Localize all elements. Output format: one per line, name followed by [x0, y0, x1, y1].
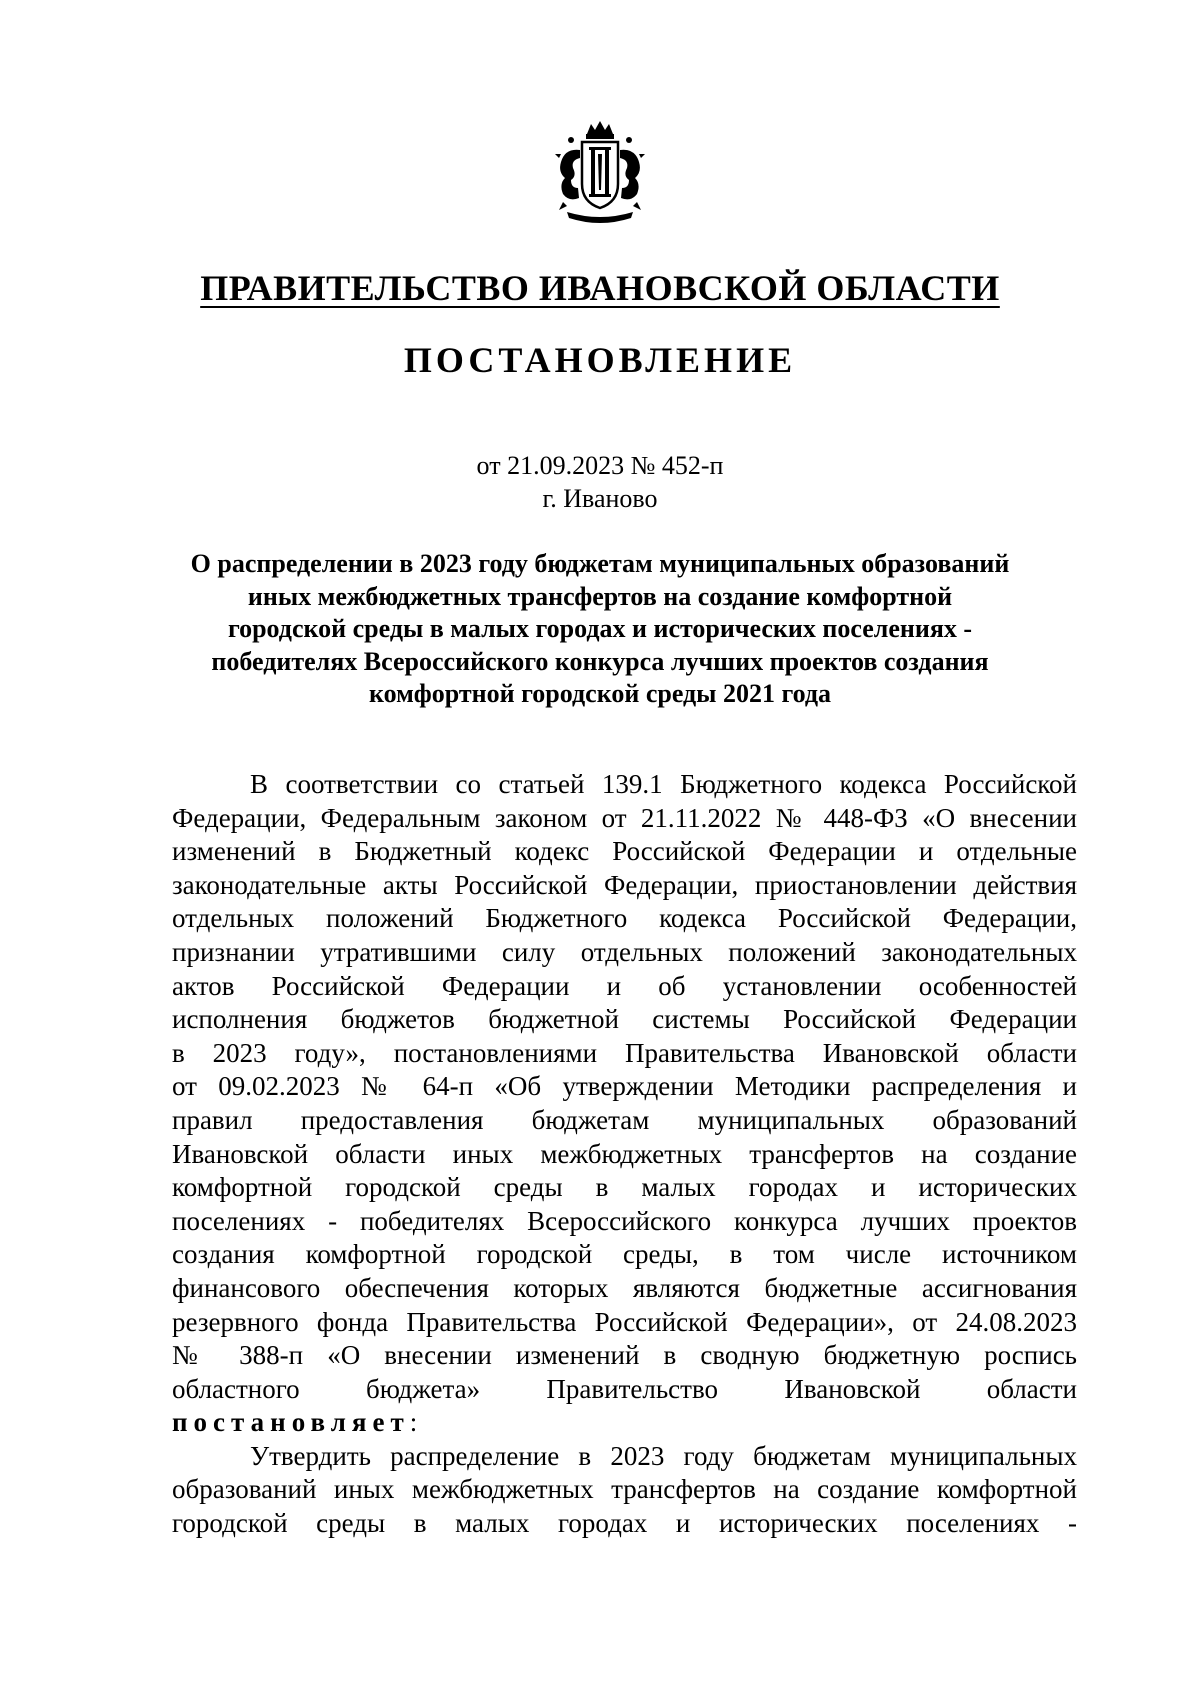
body-line: комфортной городской среды в малых городах и исторических	[172, 1172, 1077, 1203]
decree-colon: :	[409, 1407, 418, 1438]
body-line: областного бюджета» Правительство Ивановской области	[172, 1373, 1077, 1404]
body-line: от 09.02.2023 № 64-п «Об утверждении Методики распределения и	[172, 1071, 1077, 1102]
body-line: создания комфортной городской среды, в том числе источником	[172, 1239, 1077, 1270]
body-line: отдельных положений Бюджетного кодекса Российской Федерации,	[172, 903, 1077, 934]
body-line: Федерации, Федеральным законом от 21.11.2022 № 448-ФЗ «О внесении	[172, 802, 1077, 833]
body-line: № 388-п «О внесении изменений в сводную бюджетную роспись	[172, 1340, 1077, 1371]
body-line: в 2023 году», постановлениями Правительства Ивановской области	[172, 1037, 1077, 1068]
body-line: В соответствии со статьей 139.1 Бюджетного кодекса Российской	[250, 769, 1077, 799]
subject-line: комфортной городской среды 2021 года	[368, 679, 832, 708]
subject-line: городской среды в малых городах и исторических поселениях -	[227, 614, 973, 643]
body-line: правил предоставления бюджетам муниципальных образований	[172, 1104, 1077, 1135]
organization-title	[0, 266, 1200, 310]
body-line: признании утратившими силу отдельных положений законодательных	[172, 936, 1077, 967]
body-line: городской среды в малых городах и исторических поселениях -	[172, 1508, 1077, 1539]
body-line: законодательные акты Российской Федерации, приостановлении действия	[172, 869, 1077, 900]
document-city: г. Иваново	[542, 484, 658, 513]
coat-of-arms-icon	[551, 118, 649, 230]
body-line: изменений в Бюджетный кодекс Российской Федерации и отдельные	[172, 836, 1077, 867]
decree-line	[172, 1406, 1077, 1440]
document-body	[172, 768, 1077, 1541]
subject-line: иных межбюджетных трансфертов на создание комфортной	[247, 581, 953, 611]
document-subject	[150, 548, 1050, 711]
subject-line: победителях Всероссийского конкурса лучших проектов создания	[211, 646, 989, 676]
document-type: ПОСТАНОВЛЕНИЕ	[403, 340, 797, 380]
body-line: поселениях - победителях Всероссийского конкурса лучших проектов	[172, 1205, 1077, 1236]
body-line: исполнения бюджетов бюджетной системы Российской Федерации	[172, 1004, 1077, 1035]
decree-word: постановляет	[172, 1407, 410, 1438]
body-line: Ивановской области иных межбюджетных трансфертов на создание	[172, 1138, 1077, 1169]
body-line: финансового обеспечения которых являются бюджетные ассигнования	[172, 1272, 1077, 1303]
body-line: Утвердить распределение в 2023 году бюджетам муниципальных	[250, 1440, 1077, 1471]
body-line: образований иных межбюджетных трансфертов на создание комфортной	[172, 1474, 1077, 1505]
subject-line: О распределении в 2023 году бюджетам муниципальных образований	[190, 549, 1010, 578]
organization-title-text: ПРАВИТЕЛЬСТВО ИВАНОВСКОЙ ОБЛАСТИ	[200, 268, 1000, 308]
document-date-number: от 21.09.2023 № 452-п	[476, 451, 724, 480]
body-line: актов Российской Федерации и об установлении особенностей	[172, 970, 1077, 1001]
body-line: резервного фонда Правительства Российской Федерации», от 24.08.2023	[172, 1306, 1077, 1337]
